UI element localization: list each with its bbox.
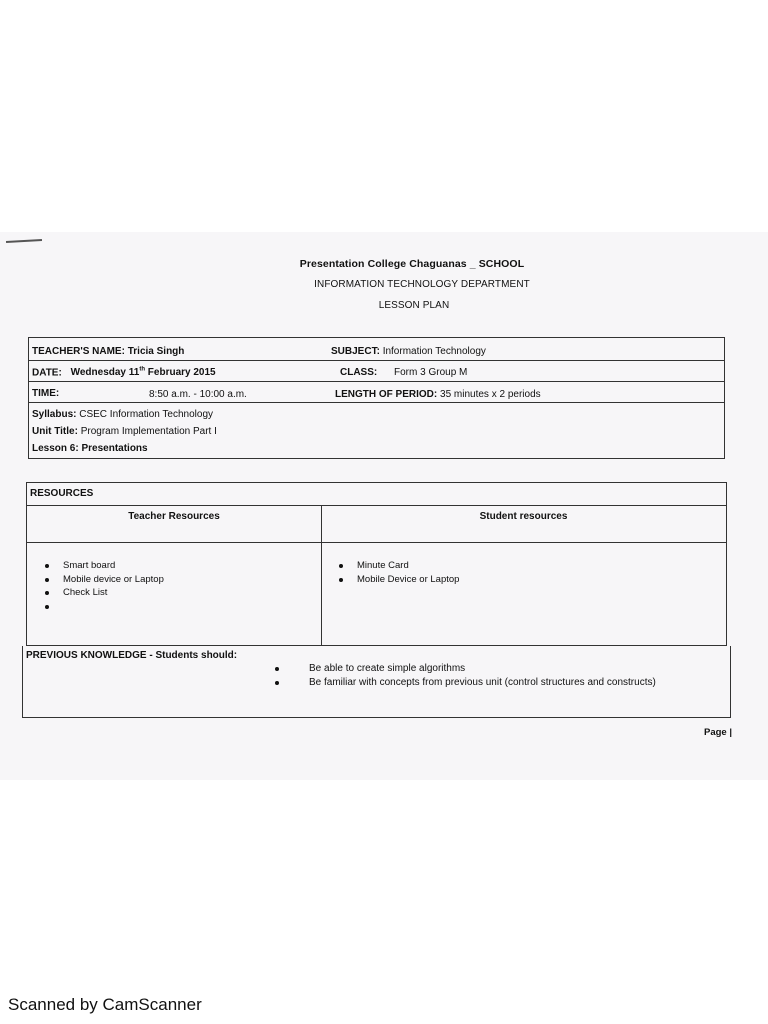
list-item: Check List <box>43 586 164 600</box>
list-item: Be familiar with concepts from previous unit (control structures and constructs) <box>273 676 656 690</box>
syllabus-label: Syllabus: <box>32 409 77 420</box>
list-item: Mobile device or Laptop <box>43 573 164 587</box>
teacher-label: TEACHER'S NAME: <box>32 346 125 357</box>
list-item: Minute Card <box>337 559 459 573</box>
previous-knowledge-list <box>273 662 656 689</box>
teacher-resources-heading: Teacher Resources <box>128 511 220 522</box>
syllabus-row <box>32 409 213 420</box>
department-name: INFORMATION TECHNOLOGY DEPARTMENT <box>314 279 530 290</box>
length-row <box>335 389 541 400</box>
previous-knowledge-title: PREVIOUS KNOWLEDGE - Students should: <box>26 650 238 661</box>
list-item: Smart board <box>43 559 164 573</box>
teacher-value: Tricia Singh <box>127 346 185 357</box>
date-value: Wednesday 11th February 2015 <box>70 367 216 379</box>
lesson-title: Lesson 6: Presentations <box>32 443 148 454</box>
previous-knowledge-box <box>22 646 731 718</box>
subject-row <box>331 346 486 357</box>
date-label: DATE: <box>32 367 62 379</box>
document-title: LESSON PLAN <box>378 300 450 311</box>
resources-table <box>26 482 727 646</box>
resources-title: RESOURCES <box>30 488 94 499</box>
student-resources-list <box>337 559 459 586</box>
subject-label: SUBJECT: <box>331 346 380 357</box>
page-label: Page | <box>704 727 733 738</box>
teacher-resources-list <box>43 559 164 613</box>
unit-value: Program Implementation Part I <box>80 426 217 437</box>
unit-row <box>32 426 217 437</box>
school-name: Presentation College Chaguanas _ SCHOOL <box>299 258 525 270</box>
length-value: 35 minutes x 2 periods <box>440 389 541 400</box>
length-label: LENGTH OF PERIOD: <box>335 389 438 400</box>
subject-value: Information Technology <box>382 346 486 357</box>
date-row <box>32 367 216 378</box>
class-value: Form 3 Group M <box>394 367 468 378</box>
list-item <box>43 600 164 614</box>
list-item: Be able to create simple algorithms <box>273 662 656 676</box>
class-row <box>340 367 467 378</box>
teacher-name-row <box>32 346 184 357</box>
student-resources-heading: Student resources <box>479 511 568 522</box>
lesson-info-table <box>28 337 725 459</box>
class-label: CLASS: <box>340 367 378 378</box>
syllabus-value: CSEC Information Technology <box>79 409 214 420</box>
unit-label: Unit Title: <box>32 426 78 437</box>
list-item: Mobile Device or Laptop <box>337 573 459 587</box>
time-value: 8:50 a.m. - 10:00 a.m. <box>149 389 247 400</box>
camscanner-watermark: Scanned by CamScanner <box>8 995 202 1014</box>
time-label: TIME: <box>32 388 60 399</box>
